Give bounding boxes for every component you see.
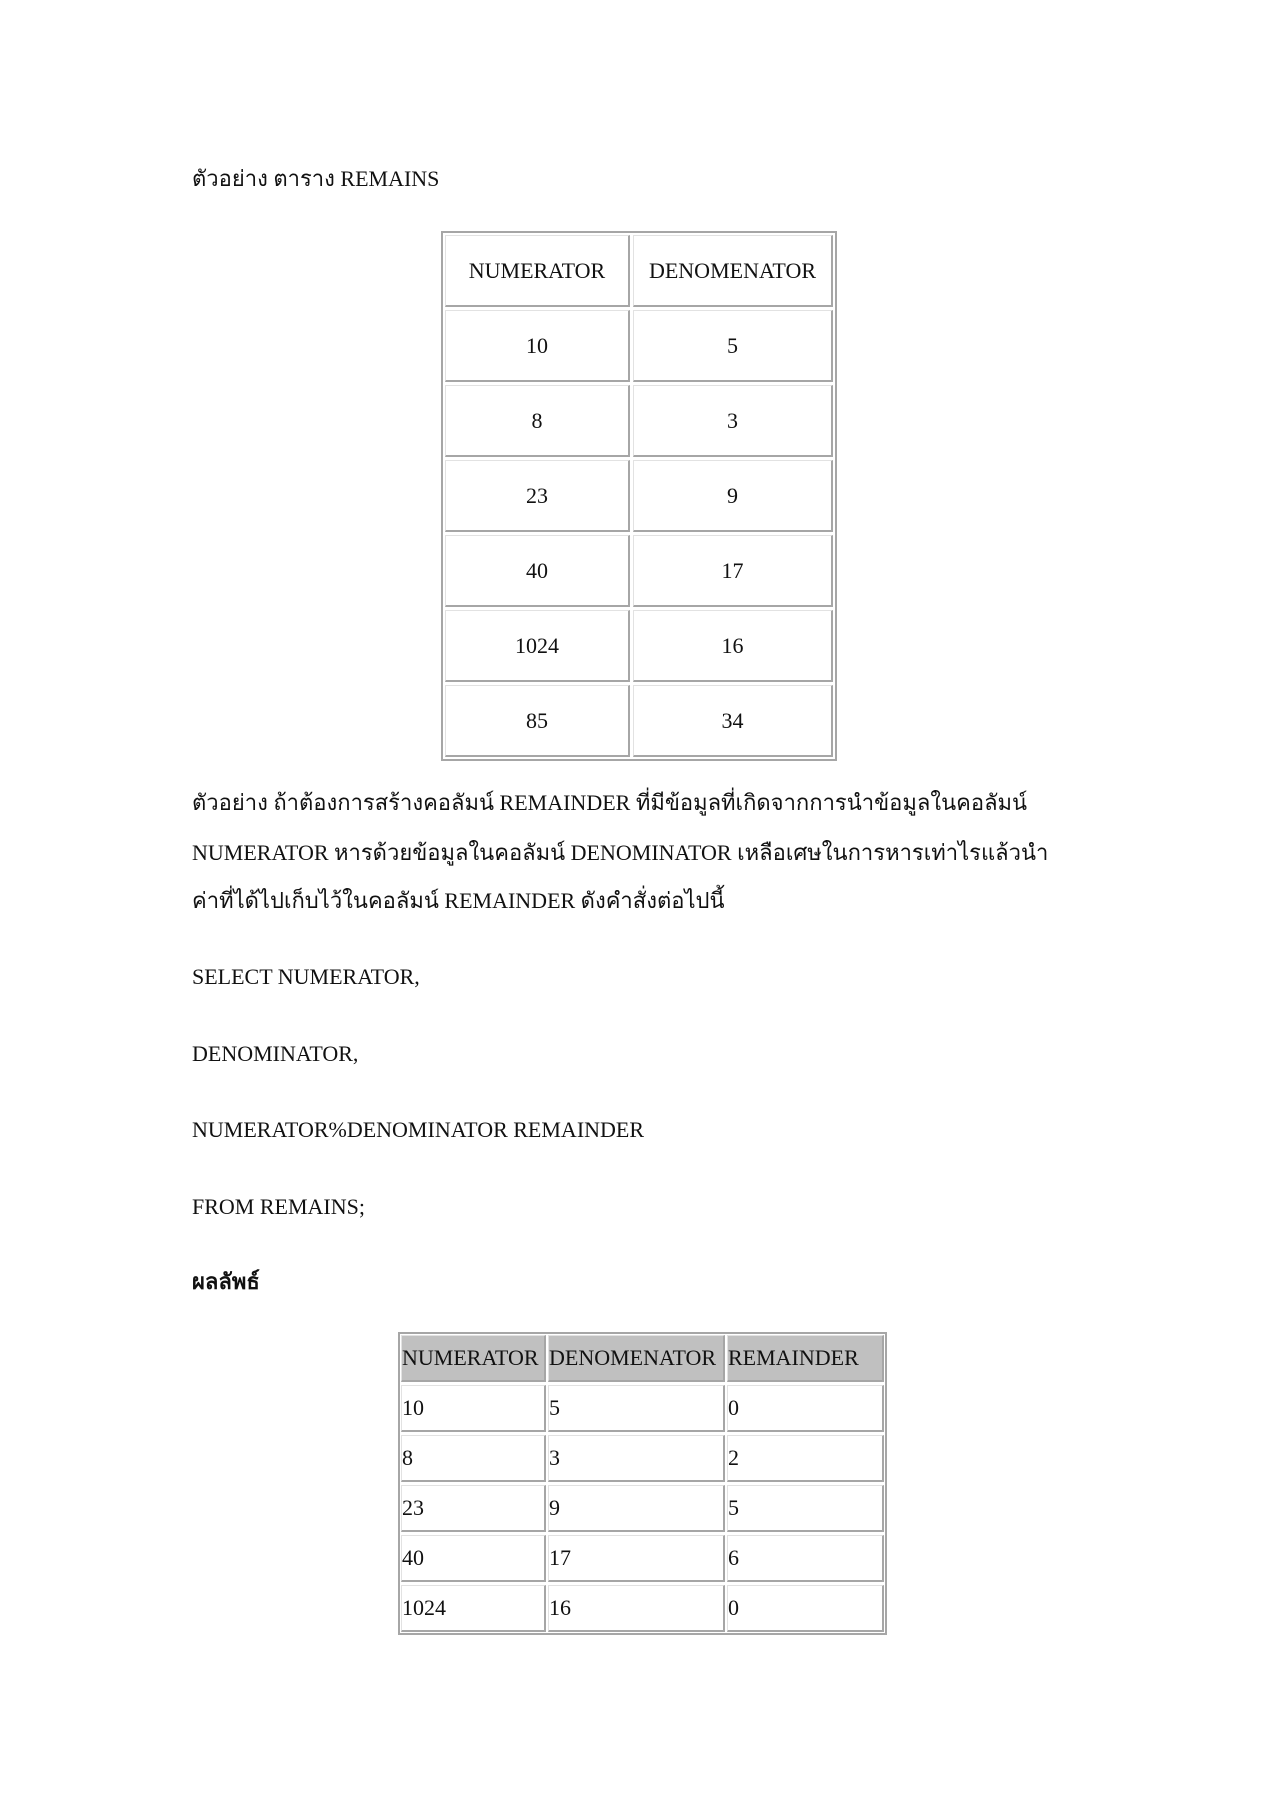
paragraph-line-3: ค่าที่ได้ไปเก็บไว้ในคอลัมน์ REMAINDER ดังคำสั่งต่อไปนี้ (192, 888, 725, 913)
example-table-heading: ตัวอย่าง ตาราง REMAINS (192, 166, 440, 191)
remains-header-numerator: NUMERATOR (445, 235, 630, 307)
result-cell: 10 (401, 1385, 546, 1432)
result-cell: 17 (548, 1535, 725, 1582)
remains-cell: 9 (633, 460, 833, 532)
remains-cell: 23 (445, 460, 630, 532)
paragraph-line-2: NUMERATOR หารด้วยข้อมูลในคอลัมน์ DENOMINATOR เหลือเศษในการหารเท่าไรแล้วนำ (192, 840, 1049, 865)
sql-line-4: FROM REMAINS; (192, 1194, 365, 1219)
sql-line-1: SELECT NUMERATOR, (192, 964, 420, 989)
remains-cell: 3 (633, 385, 833, 457)
remains-cell: 16 (633, 610, 833, 682)
result-cell: 16 (548, 1585, 725, 1632)
result-table (398, 1332, 887, 1635)
remains-cell: 5 (633, 310, 833, 382)
paragraph-line-1: ตัวอย่าง ถ้าต้องการสร้างคอลัมน์ REMAINDER ที่มีข้อมูลที่เกิดจากการนำข้อมูลในคอลัมน์ (192, 790, 1028, 815)
result-cell: 5 (727, 1485, 884, 1532)
result-cell: 8 (401, 1435, 546, 1482)
remains-header-denominator: DENOMENATOR (633, 235, 833, 307)
result-label: ผลลัพธ์ (192, 1269, 260, 1294)
result-cell: 0 (727, 1385, 884, 1432)
result-header-remainder: REMAINDER (727, 1335, 884, 1382)
remains-cell: 40 (445, 535, 630, 607)
remains-cell: 10 (445, 310, 630, 382)
result-cell: 6 (727, 1535, 884, 1582)
result-cell: 0 (727, 1585, 884, 1632)
remains-cell: 1024 (445, 610, 630, 682)
sql-line-3: NUMERATOR%DENOMINATOR REMAINDER (192, 1117, 645, 1142)
result-cell: 1024 (401, 1585, 546, 1632)
result-cell: 23 (401, 1485, 546, 1532)
result-cell: 5 (548, 1385, 725, 1432)
result-cell: 9 (548, 1485, 725, 1532)
result-cell: 3 (548, 1435, 725, 1482)
remains-cell: 8 (445, 385, 630, 457)
result-cell: 40 (401, 1535, 546, 1582)
remains-cell: 34 (633, 685, 833, 757)
result-header-numerator: NUMERATOR (401, 1335, 546, 1382)
result-cell: 2 (727, 1435, 884, 1482)
remains-cell: 17 (633, 535, 833, 607)
result-header-denominator: DENOMENATOR (548, 1335, 725, 1382)
remains-table (441, 231, 837, 761)
sql-line-2: DENOMINATOR, (192, 1041, 359, 1066)
remains-cell: 85 (445, 685, 630, 757)
